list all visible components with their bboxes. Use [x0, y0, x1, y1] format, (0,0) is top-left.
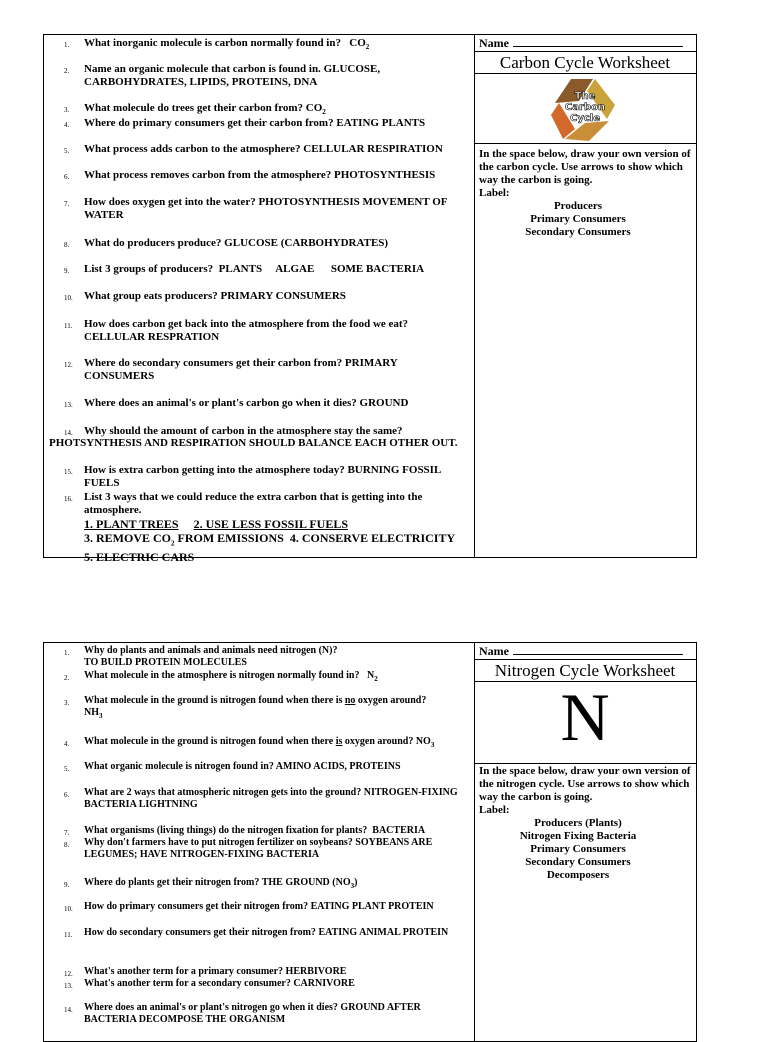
logo-word-the: The — [574, 91, 596, 102]
nitrogen-side-column — [474, 643, 696, 1041]
carbon-side-column — [474, 35, 696, 557]
carbon-label-list: Producers Primary Consumers Secondary Consumers — [525, 200, 631, 238]
nitrogen-worksheet — [43, 642, 697, 1042]
nitrogen-big-letter: N — [560, 679, 610, 755]
nitrogen-name-field[interactable]: Name — [474, 643, 696, 660]
nitrogen-instructions: In the space below, draw your own version of the nitrogen cycle. Use arrows to show which way the carbon is going. Label: Producers (Plants) Nitrogen Fixing Bacteria Primary Consumers Secondary Consumers Decomposers — [479, 765, 691, 881]
carbon-questions-column: 1. What inorganic molecule is carbon normally found in? $CO_2$ 2. Name an organic molecule that carbon is found in. GLUCOSE, CARBOHYDRATES, LIPIDS, PROTEINS, DNA 3. What molecule do trees get their carbon from? $CO_2$ 4. Where do primary consumers get their carbon from? EATING PLANTS 5. What process adds carbon to the atmosphere? CELLULAR RESPIRATION 6. What process removes carbon from the atmosphere? PHOTOSYNTHESIS 7. How does oxygen get into the water? PHOTOSYNTHESIS MOVEMENT OF WATER 8. What do producers produce? GLUCOSE (CARBOHYDRATES) 9. List 3 groups of producers? PLANTS ALGAE SOME BACTERIA 10. What group eats producers? PRIMARY CONSUMERS 11. How does carbon get back into the atmosphere from the food we eat? CELLULAR RESPRATION 12. Where do secondary consumers get their carbon from? PRIMARY CONSUMERS 13. Where does an animal's or plant's carbon go when it dies? GROUND 14. Why should the amount of carbon in the atmosphere stay the same? PHOTSYNTHESIS AND RESPIRATION SHOULD BALANCE EACH OTHER OUT. 15. How is extra carbon getting into the atmosphere today? BURNING FOSSIL FUELS 16. List 3 ways that we could reduce the extra carbon that is getting into the atmosphere. 1. PLANT TREES 2. USE LESS FOSSIL FUELS 3. REMOVE $CO_2$ FROM EMISSIONS 4. CONSERVE ELECTRICITY 5. ELECTRIC CARS — [44, 35, 475, 557]
carbon-worksheet — [43, 34, 697, 565]
carbon-instructions: In the space below, draw your own version of the carbon cycle. Use arrows to show which way the carbon is going. Label: Producers Primary Consumers Secondary Consumers — [479, 148, 691, 238]
nitrogen-questions-column: 1. Why do plants and animals and animals need nitrogen (N)? TO BUILD PROTEIN MOLECULES 2. What molecule in the atmosphere is nitrogen normally found in? $N_2$ 3. What molecule in the ground is nitrogen found when there is no oxygen around? $NH_3$ 4. What molecule in the ground is nitrogen found when there is oxygen around? $NO_3$ 5. What organic molecule is nitrogen found in? AMINO ACIDS, PROTEINS 6. What are 2 ways that atmospheric nitrogen gets into the ground? NITROGEN-FIXING BACTERIA LIGHTNING 7. What organisms (living things) do the nitrogen fixation for plants? BACTERIA 8. Why don't farmers have to put nitrogen fertilizer on soybeans? SOYBEANS ARE LEGUMES; HAVE NITROGEN-FIXING BACTERIA 9. Where do plants get their nitrogen from? THE GROUND $(NO_3)$ 10. How do primary consumers get their nitrogen from? EATING PLANT PROTEIN 11. How do secondary consumers get their nitrogen from? EATING ANIMAL PROTEIN 12. What's another term for a primary consumer? HERBIVORE 13. What's another term for a secondary consumer? CARNIVORE 14. Where does an animal's or plant's nitrogen go when it dies? GROUND AFTER BACTERIA DECOMPOSE THE ORGANISM — [44, 643, 475, 1041]
carbon-name-field[interactable]: Name — [474, 35, 696, 52]
recycle-logo-icon — [474, 73, 697, 143]
logo-word-cycle: Cycle — [570, 113, 600, 124]
carbon-q16-answers: 1. PLANT TREES 2. USE LESS FOSSIL FUELS 3. REMOVE $CO_2$ FROM EMISSIONS 4. CONSERVE ELECTRICITY 5. ELECTRIC CARS — [84, 517, 456, 565]
name-blank-line — [513, 643, 683, 655]
carbon-cycle-logo — [474, 73, 696, 144]
nitrogen-logo-box — [474, 681, 696, 764]
nitrogen-worksheet-title: Nitrogen Cycle Worksheet — [474, 660, 696, 682]
carbon-q14-answer: PHOTSYNTHESIS AND RESPIRATION SHOULD BALANCE EACH OTHER OUT. — [49, 437, 458, 449]
carbon-worksheet-title: Carbon Cycle Worksheet — [474, 52, 696, 74]
logo-word-carbon: Carbon — [564, 102, 606, 113]
name-blank-line — [513, 35, 683, 47]
nitrogen-label-list: Producers (Plants) Nitrogen Fixing Bacteria Primary Consumers Secondary Consumers Decomposers — [519, 817, 637, 881]
